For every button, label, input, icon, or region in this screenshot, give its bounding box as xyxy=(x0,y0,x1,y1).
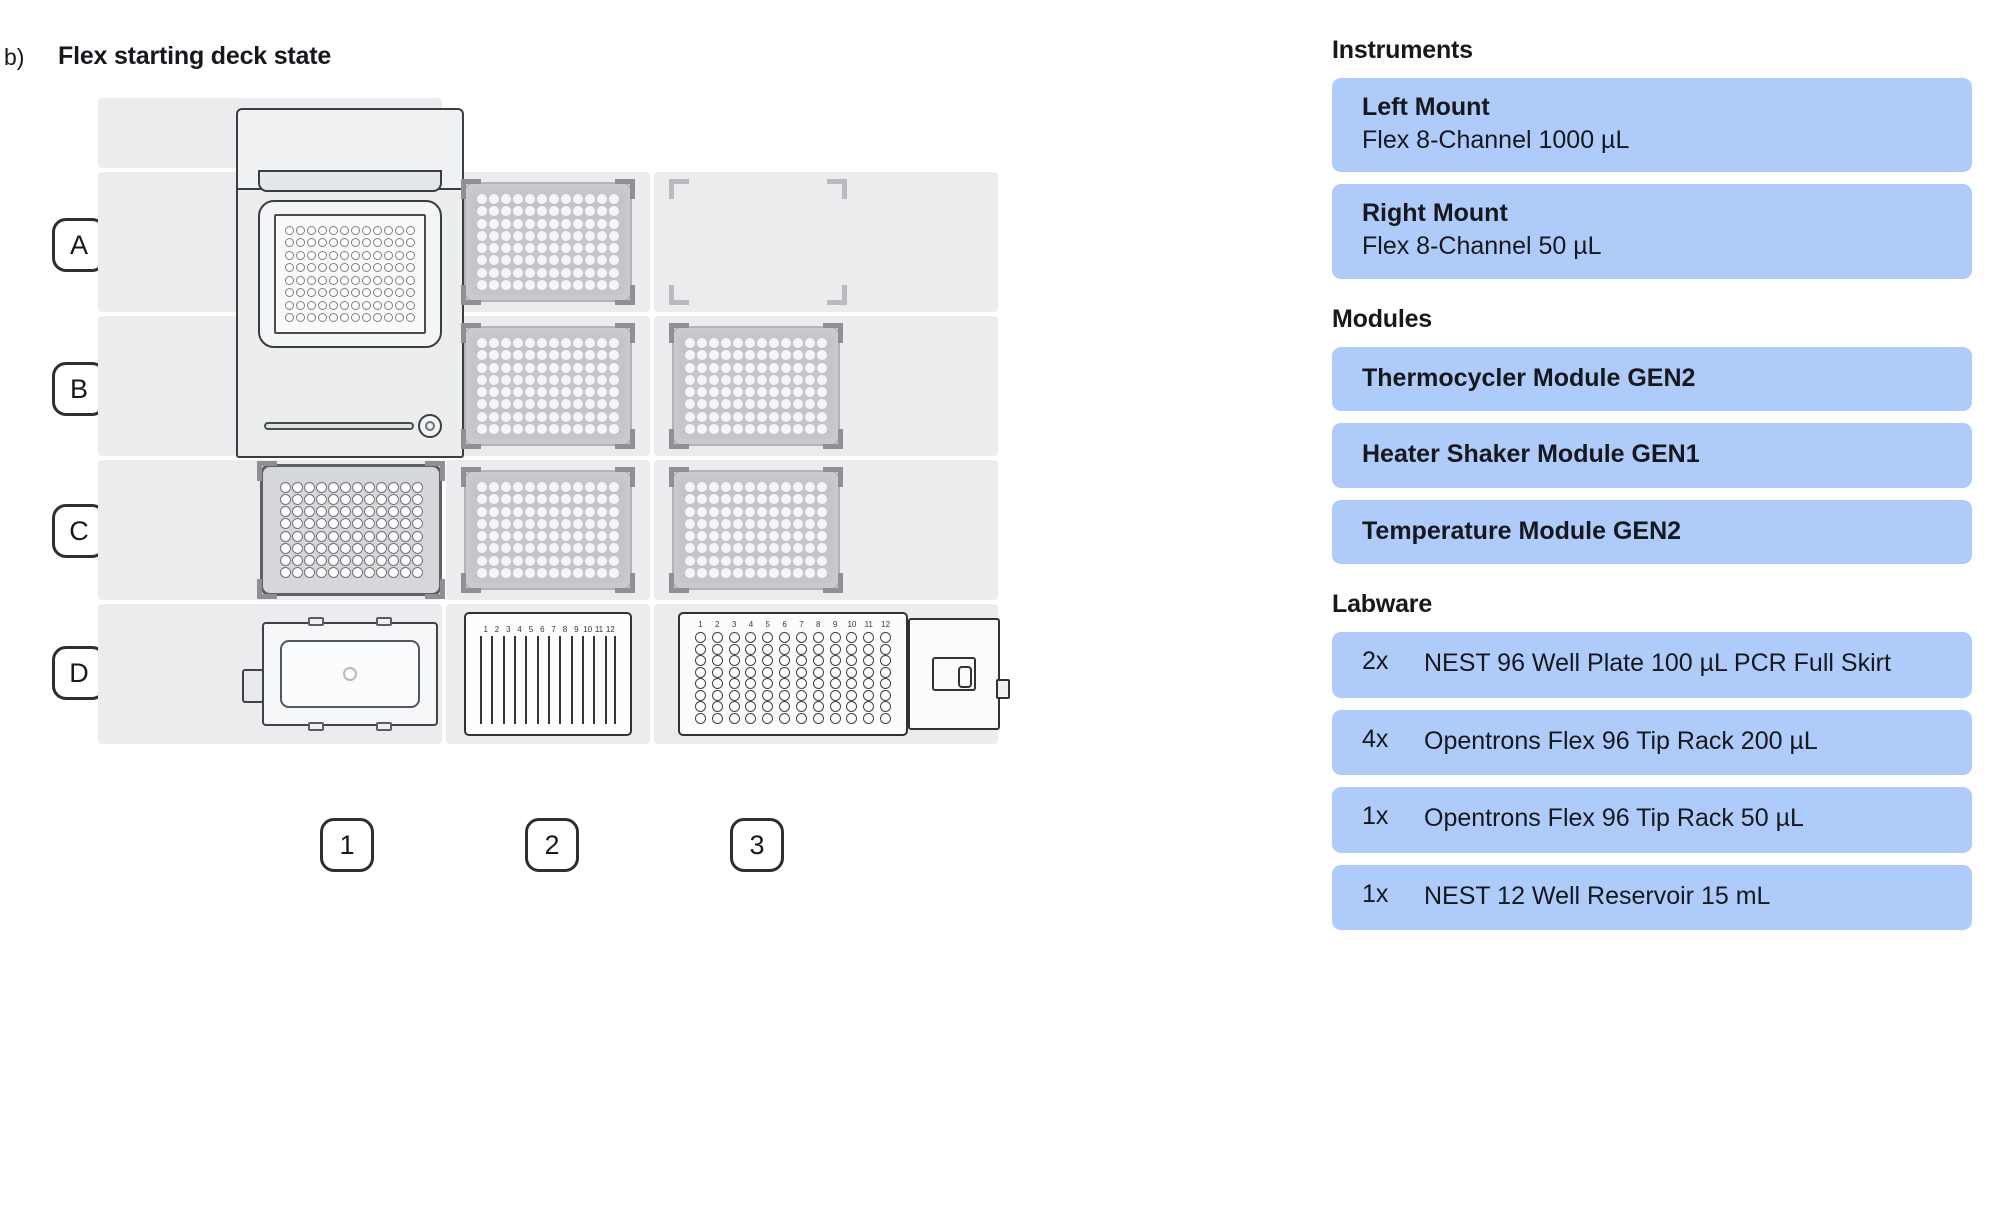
module-card-temperature[interactable] xyxy=(1332,500,1972,565)
labware-nest-12-well-reservoir-d3[interactable] xyxy=(672,610,1008,738)
labware-row-nest-12-well-reservoir[interactable] xyxy=(1332,865,1972,931)
deck-col-label-1: 1 xyxy=(320,818,374,872)
labware-thermocycler-module-gen2[interactable] xyxy=(236,108,464,458)
thermocycler-plate-wells xyxy=(284,224,416,324)
labware-heading: Labware xyxy=(1332,590,1433,618)
module-label: Thermocycler Module GEN2 xyxy=(1362,363,1696,392)
corner-bracket-icon xyxy=(669,285,689,305)
thermocycler-front-bar xyxy=(264,422,414,430)
module-card-thermocycler[interactable] xyxy=(1332,347,1972,412)
deck-summary-panel xyxy=(1332,36,1972,942)
labware-name: NEST 96 Well Plate 100 µL PCR Full Skirt xyxy=(1424,649,1891,677)
corner-bracket-icon xyxy=(461,429,481,449)
corner-bracket-icon xyxy=(669,429,689,449)
labware-flex-tip-rack-50-d2[interactable] xyxy=(464,612,632,736)
tip-rack-body xyxy=(464,612,632,736)
labware-count: 4x xyxy=(1362,724,1389,753)
plate-wells xyxy=(476,193,620,291)
corner-bracket-icon xyxy=(461,467,481,487)
heater-shaker-body xyxy=(260,464,442,596)
module-label: Temperature Module GEN2 xyxy=(1362,516,1682,545)
instrument-pipette-label: Flex 8-Channel 50 µL xyxy=(1362,231,1602,260)
thermocycler-status-light xyxy=(418,414,442,438)
reservoir-well-icon xyxy=(932,657,976,691)
instruments-heading: Instruments xyxy=(1332,36,1473,64)
temperature-module-connector xyxy=(242,669,264,703)
labware-name: Opentrons Flex 96 Tip Rack 50 µL xyxy=(1424,804,1804,832)
labware-count: 1x xyxy=(1362,879,1389,908)
reservoir-column-numbers: 1 2 3 4 5 6 7 8 9 10 11 12 xyxy=(698,620,891,629)
labware-row-tip-rack-200[interactable] xyxy=(1332,710,1972,776)
tip-rack-wells xyxy=(476,481,620,579)
corner-bracket-icon xyxy=(669,467,689,487)
temperature-module-center-dot xyxy=(343,667,357,681)
corner-bracket-icon xyxy=(827,179,847,199)
corner-bracket-icon xyxy=(461,323,481,343)
labware-name: Opentrons Flex 96 Tip Rack 200 µL xyxy=(1424,726,1818,755)
labware-heater-shaker-module-gen1[interactable] xyxy=(260,464,442,596)
reservoir-side-module xyxy=(908,618,1000,730)
temperature-module-tab-icon xyxy=(376,722,392,731)
corner-bracket-icon xyxy=(615,323,635,343)
labware-nest-96-well-plate-a2[interactable] xyxy=(464,182,632,302)
reservoir-tab-icon xyxy=(996,679,1010,699)
corner-bracket-icon xyxy=(257,461,277,481)
thermocycler-plate-block xyxy=(258,200,442,348)
instrument-mount-label: Left Mount xyxy=(1362,93,1490,121)
corner-bracket-icon xyxy=(823,467,843,487)
instrument-mount-label: Right Mount xyxy=(1362,199,1508,228)
corner-bracket-icon xyxy=(615,573,635,593)
corner-bracket-icon xyxy=(615,285,635,305)
instrument-card-left-mount[interactable] xyxy=(1332,78,1972,172)
corner-bracket-icon xyxy=(615,179,635,199)
corner-bracket-icon xyxy=(823,429,843,449)
instrument-pipette-label: Flex 8-Channel 1000 µL xyxy=(1362,125,1630,154)
module-card-heater-shaker[interactable] xyxy=(1332,423,1972,488)
deck-row-label-c: C xyxy=(52,504,106,558)
corner-bracket-icon xyxy=(461,573,481,593)
deck-col-label-2: 2 xyxy=(525,818,579,872)
labware-flex-tip-rack-200-c3[interactable] xyxy=(672,470,840,590)
labware-flex-tip-rack-200-b2[interactable] xyxy=(464,326,632,446)
deck-col-label-3: 3 xyxy=(730,818,784,872)
tip-rack-columns xyxy=(480,636,616,724)
module-label: Heater Shaker Module GEN1 xyxy=(1362,440,1700,468)
tip-rack-wells xyxy=(684,481,828,579)
corner-bracket-icon xyxy=(823,573,843,593)
corner-bracket-icon xyxy=(669,573,689,593)
labware-name: NEST 12 Well Reservoir 15 mL xyxy=(1424,881,1771,910)
labware-row-tip-rack-50[interactable] xyxy=(1332,787,1972,853)
labware-count: 2x xyxy=(1362,647,1389,675)
labware-flex-tip-rack-200-c2[interactable] xyxy=(464,470,632,590)
labware-row-nest-96-well-plate[interactable] xyxy=(1332,632,1972,698)
corner-bracket-icon xyxy=(461,285,481,305)
temperature-module-plate xyxy=(280,640,420,708)
tip-rack-column-numbers: 1 2 3 4 5 6 7 8 9 10 11 12 xyxy=(483,624,615,634)
corner-bracket-icon xyxy=(257,579,277,599)
corner-bracket-icon xyxy=(461,179,481,199)
heater-shaker-plate-wells xyxy=(279,481,423,579)
tip-rack-wells xyxy=(684,337,828,435)
corner-bracket-icon xyxy=(823,323,843,343)
deck-row-label-b: B xyxy=(52,362,106,416)
corner-bracket-icon xyxy=(669,323,689,343)
corner-bracket-icon xyxy=(615,467,635,487)
labware-temperature-module-gen2[interactable] xyxy=(240,614,450,734)
temperature-module-tab-icon xyxy=(308,722,324,731)
instrument-card-right-mount[interactable] xyxy=(1332,184,1972,278)
deck-row-label-a: A xyxy=(52,218,106,272)
labware-count: 1x xyxy=(1362,802,1389,830)
corner-bracket-icon xyxy=(425,461,445,481)
deck-row-label-d: D xyxy=(52,646,106,700)
deck-map xyxy=(69,124,1286,954)
panel-letter: b) xyxy=(4,44,25,70)
reservoir-plate-body xyxy=(678,612,908,736)
modules-heading: Modules xyxy=(1332,304,1432,333)
tip-rack-wells xyxy=(476,337,620,435)
labware-flex-tip-rack-200-b3[interactable] xyxy=(672,326,840,446)
deck-slot-a3-empty-markers xyxy=(672,182,1000,302)
corner-bracket-icon xyxy=(425,579,445,599)
temperature-module-tab-icon xyxy=(308,617,324,626)
page-title: Flex starting deck state xyxy=(58,42,332,70)
thermocycler-lid-edge xyxy=(258,170,442,192)
corner-bracket-icon xyxy=(669,179,689,199)
corner-bracket-icon xyxy=(827,285,847,305)
corner-bracket-icon xyxy=(615,429,635,449)
reservoir-wells xyxy=(692,632,894,724)
temperature-module-tab-icon xyxy=(376,617,392,626)
